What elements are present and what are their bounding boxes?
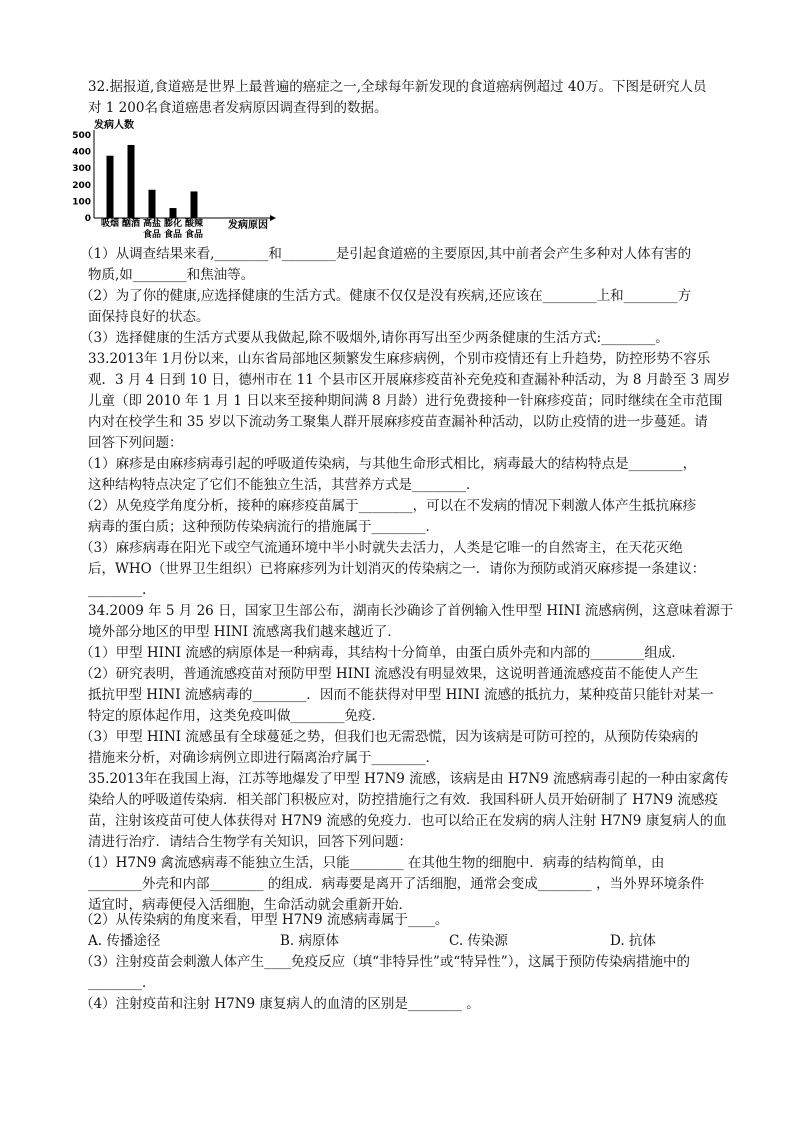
- bar: [128, 145, 135, 218]
- q32-sub2-line1: （2）为了你的健康,应选择健康的生活方式。健康不仅仅是没有疾病,还应该在________上和________方: [80, 288, 692, 304]
- q34-line1: 34.2009 年 5 月 26 日，国家卫生部公布，湖南长沙确诊了首例输入性甲型 HINI 流感病例，这意味着源于: [88, 603, 734, 619]
- y-tick-label: 200: [72, 180, 91, 191]
- q34-sub2-line3: 特定的原体起作用，这类免疫叫做________免疫．: [88, 708, 385, 724]
- chart-xlabels: [101, 217, 204, 240]
- bar: [149, 190, 156, 218]
- y-tick-label: 300: [72, 164, 91, 175]
- q35-sub2: （2）从传染病的角度来看，甲型 H7N9 流感病毒属于____。: [80, 912, 449, 928]
- q32-intro-line2: 对 1 200名食道癌患者发病原因调查得到的数据。: [88, 100, 388, 116]
- x-tick-label-line2: 食品: [184, 230, 204, 240]
- chart-yticks: [72, 131, 91, 224]
- option-c: C. 传染源: [449, 933, 508, 949]
- x-axis-arrow-icon: [270, 215, 276, 221]
- q33-sub3-line3: ________.: [88, 582, 147, 598]
- y-tick-label: 100: [72, 197, 91, 208]
- q35-line3: 苗，注射该疫苗可使人体获得对 H7N9 流感的免疫力．也可以给正在发病的病人注射 H7N9 康复病人的血: [88, 813, 727, 829]
- q34-sub2-line1: （2）研究表明，普通流感疫苗对预防甲型 HINI 流感没有明显效果，这说明普通流感疫苗不能使人产生: [80, 666, 699, 682]
- q33-sub3-line2: 后，WHO（世界卫生组织）已将麻疹列为计划消灭的传染病之一．请你为预防或消灭麻疹提一条建议：: [88, 561, 706, 577]
- q32-sub3-line1: （3）选择健康的生活方式要从我做起,除不吸烟外,请你再写出至少两条健康的生活方式:________。: [80, 330, 669, 346]
- q33-line3: 儿童（即 2010 年 1 月 1 日以来至接种期间满 8 月龄）进行免费接种一针麻疹疫苗；同时继续在全市范围: [88, 393, 723, 409]
- x-tick-label: 酗酒: [121, 219, 141, 229]
- x-tick-label: 膨化: [163, 219, 183, 229]
- x-tick-label: 酸辣: [184, 219, 204, 229]
- x-tick-label-line2: 食品: [163, 230, 183, 240]
- q34-line2: 境外部分地区的甲型 HINI 流感离我们越来越近了．: [88, 624, 401, 640]
- q33-line4: 内对在校学生和 35 岁以下流动务工聚集人群开展麻疹疫苗查漏补种活动，以防止疫情的进一步蔓延。请: [88, 414, 708, 430]
- q33-sub1-line2: 这种结构特点决定了它们不能独立生活，其营养方式是________．: [88, 477, 480, 493]
- q35-sub1-line2: ________外壳和内部________ 的组成．病毒要是离开了活细胞，通常会变成________ ，当外界环境条件: [88, 876, 705, 892]
- q34-sub1: （1）甲型 HINI 流感的病原体是一种病毒，其结构十分简单，由蛋白质外壳和内部的________组成．: [80, 645, 685, 661]
- q33-line2: 观．3 月 4 日到 10 日，德州市在 11 个县市区开展麻疹疫苗补充免疫和查漏补种活动，为 8 月龄至 3 周岁: [88, 372, 731, 388]
- q32-intro-line1: 32.据报道,食道癌是世界上最普遍的癌症之一,全球每年新发现的食道癌病例超过 40万。下图是研究人员: [88, 79, 707, 95]
- q32-sub1-line1: （1）从调查结果来看,________和________是引起食道癌的主要原因,其中前者会产生多种对人体有害的: [80, 246, 692, 262]
- q34-sub3-line2: 措施来分析，对确诊病例立即进行隔离治疗属于________．: [88, 750, 439, 766]
- q33-line1: 33.2013年 1月份以来，山东省局部地区频繁发生麻疹病例，个别市疫情还有上升趋势，防控形势不容乐: [88, 351, 711, 367]
- q33-sub2-line1: （2）从免疫学角度分析，接种的麻疹疫苗属于________，可以在不发病的情况下刺激人体产生抵抗麻疹: [80, 498, 697, 514]
- q34-sub3-line1: （3）甲型 HINI 流感虽有全球蔓延之势，但我们也无需恐慌，因为该病是可防可控的，从预防传染病的: [80, 729, 699, 745]
- chart-ylabel: 发病人数: [94, 120, 134, 131]
- q35-line1: 35.2013年在我国上海，江苏等地爆发了甲型 H7N9 流感，该病是由 H7N9 流感病毒引起的一种由家禽传: [88, 771, 729, 787]
- bar: [107, 156, 114, 218]
- bar: [170, 208, 177, 218]
- q35-sub1-line1: （1）H7N9 禽流感病毒不能独立生活，只能________ 在其他生物的细胞中．病毒的结构简单，由: [80, 855, 665, 871]
- q33-sub3-line1: （3）麻疹病毒在阳光下或空气流通环境中半小时就失去活力，人类是它唯一的自然寄主，在天花灭绝: [80, 540, 683, 556]
- option-b: B. 病原体: [280, 933, 340, 949]
- q33-sub1-line1: （1）麻疹是由麻疹病毒引起的呼吸道传染病，与其他生命形式相比，病毒最大的结构特点是________，: [80, 456, 697, 472]
- q35-sub4: （4）注射疫苗和注射 H7N9 康复病人的血清的区别是________ 。: [80, 996, 480, 1012]
- q32-sub2-line2: 面保持良好的状态。: [88, 309, 210, 325]
- y-tick-label: 400: [72, 147, 91, 158]
- q34-sub2-line2: 抵抗甲型 HINI 流感病毒的________．因而不能获得对甲型 HINI 流感的抵抗力，某种疫苗只能针对某一: [88, 687, 714, 703]
- q33-line5: 回答下列问题：: [88, 435, 183, 451]
- q35-line2: 染给人的呼吸道传染病．相关部门积极应对，防控措施行之有效．我国科研人员开始研制了 H7N9 流感疫: [88, 792, 718, 808]
- x-tick-label: 高盐: [142, 219, 162, 229]
- y-tick-label: 0: [84, 214, 91, 224]
- q35-sub3-line2: ________．: [88, 975, 156, 991]
- chart-xlabel: 发病原因: [228, 220, 268, 231]
- q35-line4: 清进行治疗．请结合生物学有关知识，回答下列问题：: [88, 834, 412, 850]
- x-tick-label-line2: 食品: [142, 230, 162, 240]
- y-tick-label: 500: [72, 131, 91, 141]
- option-a: A. 传播途径: [88, 933, 161, 949]
- q32-sub1-line2: 物质,如________和焦油等。: [88, 267, 255, 283]
- q33-sub2-line2: 病毒的蛋白质；这种预防传染病流行的措施属于________．: [88, 519, 439, 535]
- q35-sub3-line1: （3）注射疫苗会刺激人体产生____免疫反应（填“非特异性”或“特异性”），这属于预防传染病措施中的: [80, 954, 690, 970]
- option-d: D. 抗体: [610, 933, 656, 949]
- q35-sub1-line3: 适宜时，病毒便侵入活细胞，生命活动就会重新开始．: [88, 897, 412, 913]
- cause-bar-chart: [72, 116, 280, 240]
- x-tick-label: 吸烟: [100, 219, 120, 229]
- bar: [191, 191, 198, 218]
- chart-bars: [107, 145, 198, 218]
